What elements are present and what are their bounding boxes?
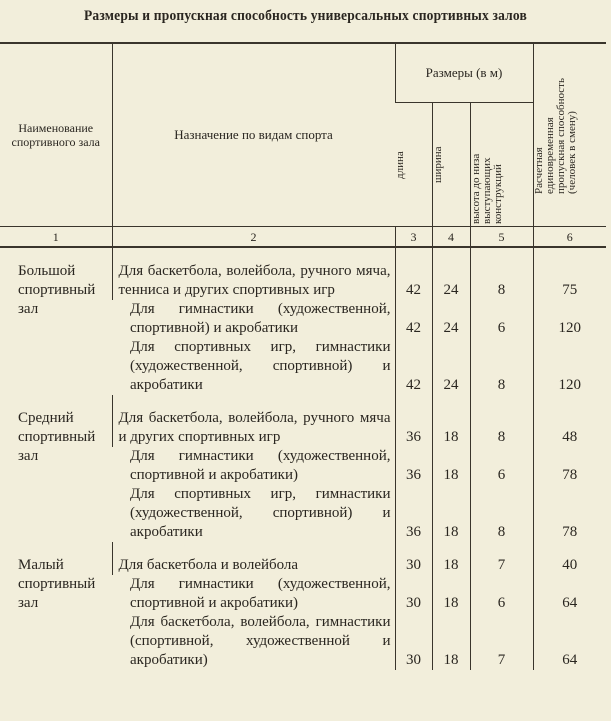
height-cell: 7 bbox=[470, 556, 533, 575]
height-cell: 8 bbox=[470, 409, 533, 447]
hall-name: Средний спортивный зал bbox=[18, 410, 96, 464]
table-row bbox=[0, 556, 606, 575]
length-cell: 30 bbox=[395, 613, 432, 670]
length-cell: 30 bbox=[395, 575, 432, 613]
width-cell: 24 bbox=[432, 262, 470, 300]
header-name: Наименование спортивного зала bbox=[0, 43, 112, 227]
height-cell: 8 bbox=[470, 338, 533, 395]
col-number: 1 bbox=[0, 227, 112, 248]
hall-name: Большой спортивный зал bbox=[18, 263, 96, 317]
header-sizes: Размеры (в м) bbox=[395, 43, 533, 103]
capacity-cell: 40 bbox=[533, 556, 606, 575]
header-height: высота до низа выступающих конструкций bbox=[469, 153, 504, 224]
header-purpose: Назначение по видам спорта bbox=[112, 43, 395, 227]
width-cell: 24 bbox=[432, 338, 470, 395]
purpose-cell: Для баскетбола, волейбола, ручного мяча, тенниса и других спортивных игр bbox=[112, 262, 395, 300]
table-title: Размеры и пропускная способность универсальных спортивных залов bbox=[84, 8, 527, 24]
col-number: 4 bbox=[432, 227, 470, 248]
table-row bbox=[0, 409, 606, 447]
purpose-cell: Для гимнастики (художественной, спортивной) и акробатики bbox=[130, 301, 391, 336]
header-length: длина bbox=[394, 150, 406, 179]
col-number: 5 bbox=[470, 227, 533, 248]
length-cell: 42 bbox=[395, 300, 432, 338]
purpose-cell: Для гимнастики (художественной, спортивной и акробатики) bbox=[130, 448, 391, 483]
capacity-cell: 78 bbox=[533, 485, 606, 542]
purpose-cell: Для баскетбола, волейбола, ручного мяча и других спортивных игр bbox=[112, 409, 395, 447]
length-cell: 30 bbox=[395, 556, 432, 575]
purpose-cell: Для баскетбола, волейбола, гимнастики (спортивной, художественной и акробатики) bbox=[130, 614, 391, 668]
capacity-cell: 64 bbox=[533, 613, 606, 670]
header-width: ширина bbox=[431, 146, 444, 183]
capacity-cell: 120 bbox=[533, 300, 606, 338]
col-number: 6 bbox=[533, 227, 606, 248]
length-cell: 36 bbox=[395, 485, 432, 542]
height-cell: 6 bbox=[470, 575, 533, 613]
hall-name: Малый спортивный зал bbox=[18, 557, 96, 611]
width-cell: 18 bbox=[432, 447, 470, 485]
capacity-cell: 78 bbox=[533, 447, 606, 485]
col-number: 2 bbox=[112, 227, 395, 248]
length-cell: 36 bbox=[395, 447, 432, 485]
halls-table bbox=[0, 42, 606, 670]
purpose-cell: Для баскетбола и волейбола bbox=[112, 556, 395, 575]
width-cell: 18 bbox=[432, 409, 470, 447]
table-row bbox=[0, 262, 606, 300]
purpose-cell: Для спортивных игр, гимнастики (художественной, спортивной) и акробатики bbox=[130, 486, 391, 540]
capacity-cell: 120 bbox=[533, 338, 606, 395]
width-cell: 24 bbox=[432, 300, 470, 338]
capacity-cell: 75 bbox=[533, 262, 606, 300]
height-cell: 8 bbox=[470, 262, 533, 300]
height-cell: 6 bbox=[470, 300, 533, 338]
width-cell: 18 bbox=[432, 575, 470, 613]
height-cell: 7 bbox=[470, 613, 533, 670]
col-number: 3 bbox=[395, 227, 432, 248]
purpose-cell: Для спортивных игр, гимнастики (художественной, спортивной) и акробатики bbox=[130, 339, 391, 393]
header-capacity: Расчетная единовременная пропускная способность (человек в смену) bbox=[532, 78, 578, 194]
width-cell: 18 bbox=[432, 485, 470, 542]
purpose-cell: Для гимнастики (художественной, спортивной и акробатики) bbox=[130, 576, 391, 611]
length-cell: 42 bbox=[395, 262, 432, 300]
capacity-cell: 48 bbox=[533, 409, 606, 447]
width-cell: 18 bbox=[432, 613, 470, 670]
height-cell: 8 bbox=[470, 485, 533, 542]
length-cell: 36 bbox=[395, 409, 432, 447]
height-cell: 6 bbox=[470, 447, 533, 485]
length-cell: 42 bbox=[395, 338, 432, 395]
width-cell: 18 bbox=[432, 556, 470, 575]
capacity-cell: 64 bbox=[533, 575, 606, 613]
